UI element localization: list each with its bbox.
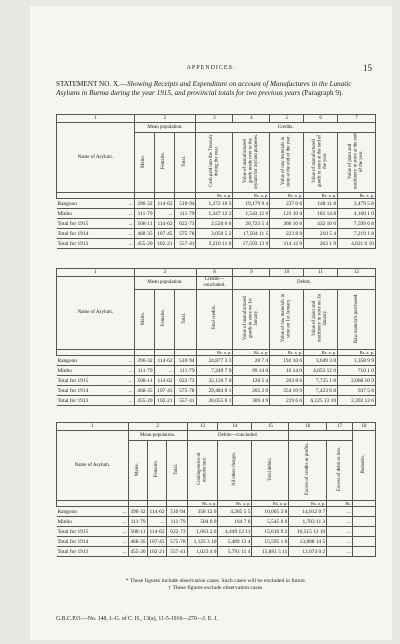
table-row [57, 219, 376, 229]
table-cell: ... [327, 507, 353, 517]
table-cell: 314 12 9 [270, 239, 304, 249]
name-header: Name of Asylum. [57, 431, 129, 501]
running-header: APPENDICES. [186, 65, 236, 71]
table-credits [56, 114, 376, 249]
table-cell: 510·94 [166, 507, 187, 517]
table-cell: 3,210 11 0 [196, 239, 233, 249]
table-cell: 396·32 [134, 199, 154, 209]
col-header: Value of raw materials in store at the end of the year. [281, 135, 292, 187]
table-cell: 7,599 6 8 [338, 219, 376, 229]
asylum-name: Total for 1914 [57, 538, 89, 545]
table-cell: 622·73 [166, 527, 187, 537]
table-cell: 1,543 12 0 [233, 209, 270, 219]
unit-label: Rs. a. p. [304, 350, 338, 356]
unit-label: Rs. a. p. [233, 350, 270, 356]
table-row [57, 239, 376, 249]
table-cell: 114·62 [147, 507, 166, 517]
table-cell: 455·20 [134, 396, 154, 406]
asylum-name-cell [57, 199, 135, 209]
asylum-name-cell [57, 209, 135, 219]
table-cell: 265 2 9 [233, 386, 270, 396]
table-cell: 4,160 1 0 [338, 209, 376, 219]
asylum-name-cell [57, 239, 135, 249]
leader-dots: ... [128, 387, 133, 394]
table-row [57, 366, 376, 376]
col-number: 14 [218, 423, 252, 431]
table3-body [57, 501, 376, 557]
col-header: Value of plant and machinery in store at the end of the year. [348, 133, 365, 189]
table-cell [353, 507, 376, 517]
leader-dots: ... [122, 528, 127, 535]
table-row [57, 517, 376, 527]
table-cell: 508·11 [134, 376, 154, 386]
name-header: Name of Asylum. [57, 123, 135, 193]
table-cell: 20,723 5 4 [233, 219, 270, 229]
asylum-name: Total for 1914 [57, 230, 89, 237]
table-row [57, 199, 376, 209]
table-cell: 4,821 0 10 [338, 239, 376, 249]
table-cell: 3,479 5 8 [338, 199, 376, 209]
table-cell: 396·32 [134, 356, 154, 366]
asylum-name: Total for 1915 [57, 220, 89, 227]
unit-label: Rs. a. p. [187, 501, 218, 507]
col-number: 16 [289, 423, 327, 431]
asylum-name-cell [57, 537, 129, 547]
leader-dots: ... [128, 230, 133, 237]
table-cell: 1,247 12 3 [196, 209, 233, 219]
col-number: 13 [187, 423, 218, 431]
asylum-name-cell [57, 219, 135, 229]
table-cell: 263 1 9 [304, 239, 338, 249]
unit-label: Rs. a. p. [338, 350, 376, 356]
statement-label: STATEMENT NO. X. [56, 80, 120, 88]
table-cell: 114·62 [147, 527, 166, 537]
unit-label: Rs. a. p. [304, 193, 338, 199]
debits-concluded-header: Debits—concluded. [187, 431, 289, 441]
col-header: Total. [182, 155, 188, 167]
table-row [57, 547, 376, 557]
col-header: All other charges. [232, 451, 238, 487]
col-header: Excess of debit or loss. [336, 446, 342, 492]
statement-title [56, 80, 376, 99]
unit-label: Rs. a. p. [218, 501, 252, 507]
col-number: 5 [270, 115, 304, 123]
table-cell: 111·79 [128, 517, 147, 527]
table-row [57, 537, 376, 547]
mean-pop-header: Mean population. [134, 123, 196, 133]
col-header: Value of manufactured goods in store at the end of the year. [312, 135, 329, 187]
col-header: Cash paid into the Treasury during the year. [209, 134, 220, 188]
col-header: Remarks. [361, 454, 367, 474]
col-number: 1 [57, 115, 135, 123]
col-header: Total. [182, 312, 188, 324]
asylum-name: Total for 1915 [57, 377, 89, 384]
table-cell: 17,504 11 5 [233, 229, 270, 239]
table-cell: 557·41 [174, 239, 196, 249]
table-cell: 4,053 12 0 [304, 366, 338, 376]
table-cell: 32,126 7 0 [196, 376, 233, 386]
table-row [57, 376, 376, 386]
table-cell: 203 8 6 [270, 376, 304, 386]
table-cell: 13,888 14 5 [289, 537, 327, 547]
asylum-name-cell [57, 356, 135, 366]
asylum-name-cell [57, 527, 129, 537]
table-cell: 1,358 9 9 [338, 356, 376, 366]
asylum-name-cell [57, 517, 129, 527]
table-cell: 107·45 [154, 229, 174, 239]
table-cell: 107·45 [147, 537, 166, 547]
debits-header: Debits. [233, 277, 376, 290]
asylum-name: Minbu [57, 367, 72, 374]
table-cell: 183 14 8 [304, 209, 338, 219]
col-header: Excess of credits or profits. [305, 442, 311, 496]
table-cell: ... [327, 517, 353, 527]
table-cell: 114·62 [154, 199, 174, 209]
col-header: Value of manufactured goods made over to the asylum for asylum purposes. [243, 133, 260, 189]
table-cell: 102·21 [154, 396, 174, 406]
name-header: Name of Asylum. [57, 277, 135, 350]
page-number: 15 [363, 63, 372, 73]
unit-label: Rs. a. p. [289, 501, 327, 507]
col-number: 1 [57, 269, 135, 277]
table-cell: 510·94 [174, 356, 196, 366]
table-cell: 29,484 0 1 [196, 386, 233, 396]
leader-dots: ... [128, 367, 133, 374]
table-row [57, 507, 376, 517]
table-cell: ... [327, 537, 353, 547]
table-cell [353, 527, 376, 537]
table-cell: 107·45 [154, 386, 174, 396]
asylum-name: Minbu [57, 210, 72, 217]
asylum-name-cell [57, 547, 129, 557]
table-cell: 455·20 [134, 239, 154, 249]
table-row [57, 356, 376, 366]
col-header: Total credits. [211, 305, 217, 331]
leader-dots: ... [128, 240, 133, 247]
table-cell: 10 14 0 [270, 366, 304, 376]
table-cell: 111·79 [134, 366, 154, 376]
unit-label: Rs. a. p. [252, 501, 289, 507]
table-cell: 622·73 [174, 376, 196, 386]
table-cell: 15,881 5 11 [252, 547, 289, 557]
unit-label: Rs. a. p. [270, 350, 304, 356]
table-cell: 123 10 0 [270, 209, 304, 219]
table-cell: 3,649 3 8 [304, 356, 338, 366]
col-number: 3 [196, 115, 233, 123]
table-cell: 219 6 6 [270, 396, 304, 406]
table-cell: 102·21 [147, 547, 166, 557]
asylum-name-cell [57, 396, 135, 406]
table-cell: 508·11 [128, 527, 147, 537]
table-cell: 7,219 1 8 [338, 229, 376, 239]
table-cell: 358 12 0 [187, 507, 218, 517]
table-cell: 1,023 4 0 [187, 547, 218, 557]
table-row [57, 527, 376, 537]
col-header: Raw materials purchased. [353, 293, 359, 343]
table-cell: 937 5 6 [338, 386, 376, 396]
table-cell: 455·20 [128, 547, 147, 557]
leader-dots: ... [128, 200, 133, 207]
col-number: 2 [134, 115, 196, 123]
col-number: 4 [233, 115, 270, 123]
footnote-dagger: † These figures exclude observation cases. [168, 585, 264, 591]
unit-label: Rs. a. p. [196, 193, 233, 199]
mean-pop-header: Mean population. [134, 277, 196, 290]
col-header: Contingencies of manufacture. [197, 452, 208, 486]
table-cell: 16,515 13 10 [289, 527, 327, 537]
table-cell: ... [154, 366, 174, 376]
statement-dash: — [119, 80, 128, 88]
asylum-name-cell [57, 366, 135, 376]
table2-body [57, 350, 376, 406]
table-cell: 1,063 2 0 [187, 527, 218, 537]
table-cell: 99 14 0 [233, 366, 270, 376]
table-cell [353, 537, 376, 547]
table-cell: 575·78 [166, 537, 187, 547]
table-cell: 5,545 6 6 [252, 517, 289, 527]
leader-dots: ... [128, 377, 133, 384]
footnote-star: * These figures include observation cases. Such cases will be excluded in future. [125, 578, 307, 584]
table-cell: 710 1 0 [338, 366, 376, 376]
table-cell [353, 517, 376, 527]
unit-label: Rs. a. p. [233, 193, 270, 199]
table-cell: 164 7 6 [218, 517, 252, 527]
col-header: Females. [161, 152, 167, 170]
table-cell: 504 6 0 [187, 517, 218, 527]
table-cell: 468·35 [134, 229, 154, 239]
asylum-name: Total for 1915 [57, 528, 89, 535]
asylum-name-cell [57, 376, 135, 386]
asylum-name: Total for 1913 [57, 548, 89, 555]
leader-dots: ... [122, 548, 127, 555]
table-cell: 12,074 0 2 [289, 547, 327, 557]
leader-dots: ... [122, 518, 127, 525]
col-header: Females. [161, 309, 167, 327]
table-cell: 15,610 9 2 [252, 527, 289, 537]
leader-dots: ... [128, 210, 133, 217]
table-cell: 2,520 6 6 [196, 219, 233, 229]
asylum-name: Rangoon [57, 508, 77, 515]
table-cell: 114·62 [154, 219, 174, 229]
table-cell: 19,179 9 4 [233, 199, 270, 209]
asylum-name: Rangoon [57, 357, 77, 364]
document-page [30, 6, 392, 640]
table-cell: 111·79 [166, 517, 187, 527]
table-row [57, 209, 376, 219]
table-cell: 237 0 6 [270, 199, 304, 209]
table-cell: 102·21 [154, 239, 174, 249]
asylum-name-cell [57, 386, 135, 396]
col-number: 6 [304, 115, 338, 123]
table-cell: 468·35 [128, 537, 147, 547]
table-cell: 2,068 10 9 [338, 376, 376, 386]
table-debits [56, 268, 376, 406]
table-cell: ... [327, 527, 353, 537]
table-cell: 223 8 0 [270, 229, 304, 239]
asylum-name: Rangoon [57, 200, 77, 207]
table-cell: 309 4 9 [233, 396, 270, 406]
table-cell [353, 547, 376, 557]
col-header: Females. [153, 460, 159, 478]
table-cell: ... [147, 517, 166, 527]
table-cell: 354 10 9 [270, 386, 304, 396]
table-cell: 4,449 12 11 [218, 527, 252, 537]
col-header: Value of manufactured goods in store on 1st January. [243, 296, 260, 340]
leader-dots: ... [122, 508, 127, 515]
table-cell: 1,272 10 3 [196, 199, 233, 209]
table-cell: 111·79 [174, 209, 196, 219]
table-cell: 111·79 [174, 366, 196, 376]
table-cell: 5,489 13 4 [218, 537, 252, 547]
unit-label: Rs. a. p. [270, 193, 304, 199]
leader-dots: ... [122, 538, 127, 545]
table-cell: 396·32 [128, 507, 147, 517]
col-number: 9 [233, 269, 270, 277]
table-cell: 1,703 11 3 [289, 517, 327, 527]
table-cell: 7,249 7 9 [196, 366, 233, 376]
statement-ref: (Paragraph 9). [302, 89, 344, 98]
table-cell: 148 11 8 [304, 199, 338, 209]
printer-line: G.B.C.P.O.—No. 148, I.-G. of C. H., 13(a), 11-5-1916—270—J. E. J. [56, 616, 218, 622]
asylum-name: Total for 1914 [57, 387, 89, 394]
unit-label: Rs. a. p. [196, 350, 233, 356]
col-number: 8 [196, 269, 233, 277]
asylum-name-cell [57, 229, 135, 239]
asylum-name-cell [57, 507, 129, 517]
credits-concluded-header: Credits—concluded. [196, 277, 233, 290]
table-cell: ... [154, 209, 174, 219]
col-header: Males. [141, 311, 147, 325]
table-cell: 210 5 4 [304, 229, 338, 239]
credits-header: Credits. [196, 123, 376, 133]
col-number: 12 [338, 269, 376, 277]
col-number: 10 [270, 269, 304, 277]
col-header: Total. [173, 463, 179, 475]
statement-text: Showing Receipts and Expenditure on account of Manufactures in the Lunatic Asylums in Burma during the year 1915, and provincial totals for two previous years [56, 80, 352, 98]
table-cell: 508·11 [134, 219, 154, 229]
table-cell: 1,125 3 10 [187, 537, 218, 547]
table-cell: 24,877 3 3 [196, 356, 233, 366]
table-cell: 114·62 [154, 376, 174, 386]
table-cell: 575·78 [174, 229, 196, 239]
table-cell: 468·35 [134, 386, 154, 396]
asylum-name: Total for 1913 [57, 240, 89, 247]
table-cell: 192 10 6 [270, 356, 304, 366]
table-cell: 17,503 13 9 [233, 239, 270, 249]
table-cell: 575·78 [174, 386, 196, 396]
table-cell: 432 10 0 [304, 219, 338, 229]
col-number: 11 [304, 269, 338, 277]
leader-dots: ... [128, 357, 133, 364]
table-cell: 557·41 [166, 547, 187, 557]
table-row [57, 396, 376, 406]
table-cell: 14,812 0 7 [289, 507, 327, 517]
table-cell: 4,285 5 5 [218, 507, 252, 517]
table-debits-concluded [56, 422, 376, 557]
table-cell: 622·73 [174, 219, 196, 229]
leader-dots: ... [128, 220, 133, 227]
table-cell: 6,125 13 10 [304, 396, 338, 406]
table-cell: 7,423 6 8 [304, 386, 338, 396]
table-cell: 28,055 6 1 [196, 396, 233, 406]
table-cell: ... [327, 547, 353, 557]
table-cell: 510·94 [174, 199, 196, 209]
col-number: 17 [327, 423, 353, 431]
table-cell: 114·62 [154, 356, 174, 366]
table-cell: 20 7 4 [233, 356, 270, 366]
col-header: Value of plant and machinery in store on 1st January. [312, 293, 329, 343]
col-number: 15 [252, 423, 289, 431]
table1-body [57, 193, 376, 249]
col-number: 1 [57, 423, 129, 431]
col-header: Total debits. [267, 457, 273, 481]
mean-pop-header: Mean population. [128, 431, 187, 441]
table-cell: 2,392 12 6 [338, 396, 376, 406]
unit-label: Rs. [327, 501, 353, 507]
table-cell: 7,725 1 8 [304, 376, 338, 386]
table-cell: 360 10 6 [270, 219, 304, 229]
footnotes [56, 578, 376, 592]
col-number: 18 [353, 423, 376, 431]
col-number: 2 [128, 423, 187, 431]
table-row [57, 386, 376, 396]
table-cell: 3,050 5 2 [196, 229, 233, 239]
table-cell: 5,791 11 4 [218, 547, 252, 557]
asylum-name: Total for 1913 [57, 397, 89, 404]
table-row [57, 229, 376, 239]
col-header: Males. [141, 154, 147, 168]
col-header: Value of raw materials in store on 1st January. [281, 293, 292, 343]
leader-dots: ... [128, 397, 133, 404]
unit-label: Rs. a. p. [338, 193, 376, 199]
table-cell: 15,595 1 8 [252, 537, 289, 547]
table-cell: 111·79 [134, 209, 154, 219]
col-number: 2 [134, 269, 196, 277]
table-cell: 120 5 4 [233, 376, 270, 386]
asylum-name: Minbu [57, 518, 72, 525]
col-number: 7 [338, 115, 376, 123]
table-cell: 10,065 2 8 [252, 507, 289, 517]
table-cell: 557·41 [174, 396, 196, 406]
col-header: Males. [134, 462, 140, 476]
